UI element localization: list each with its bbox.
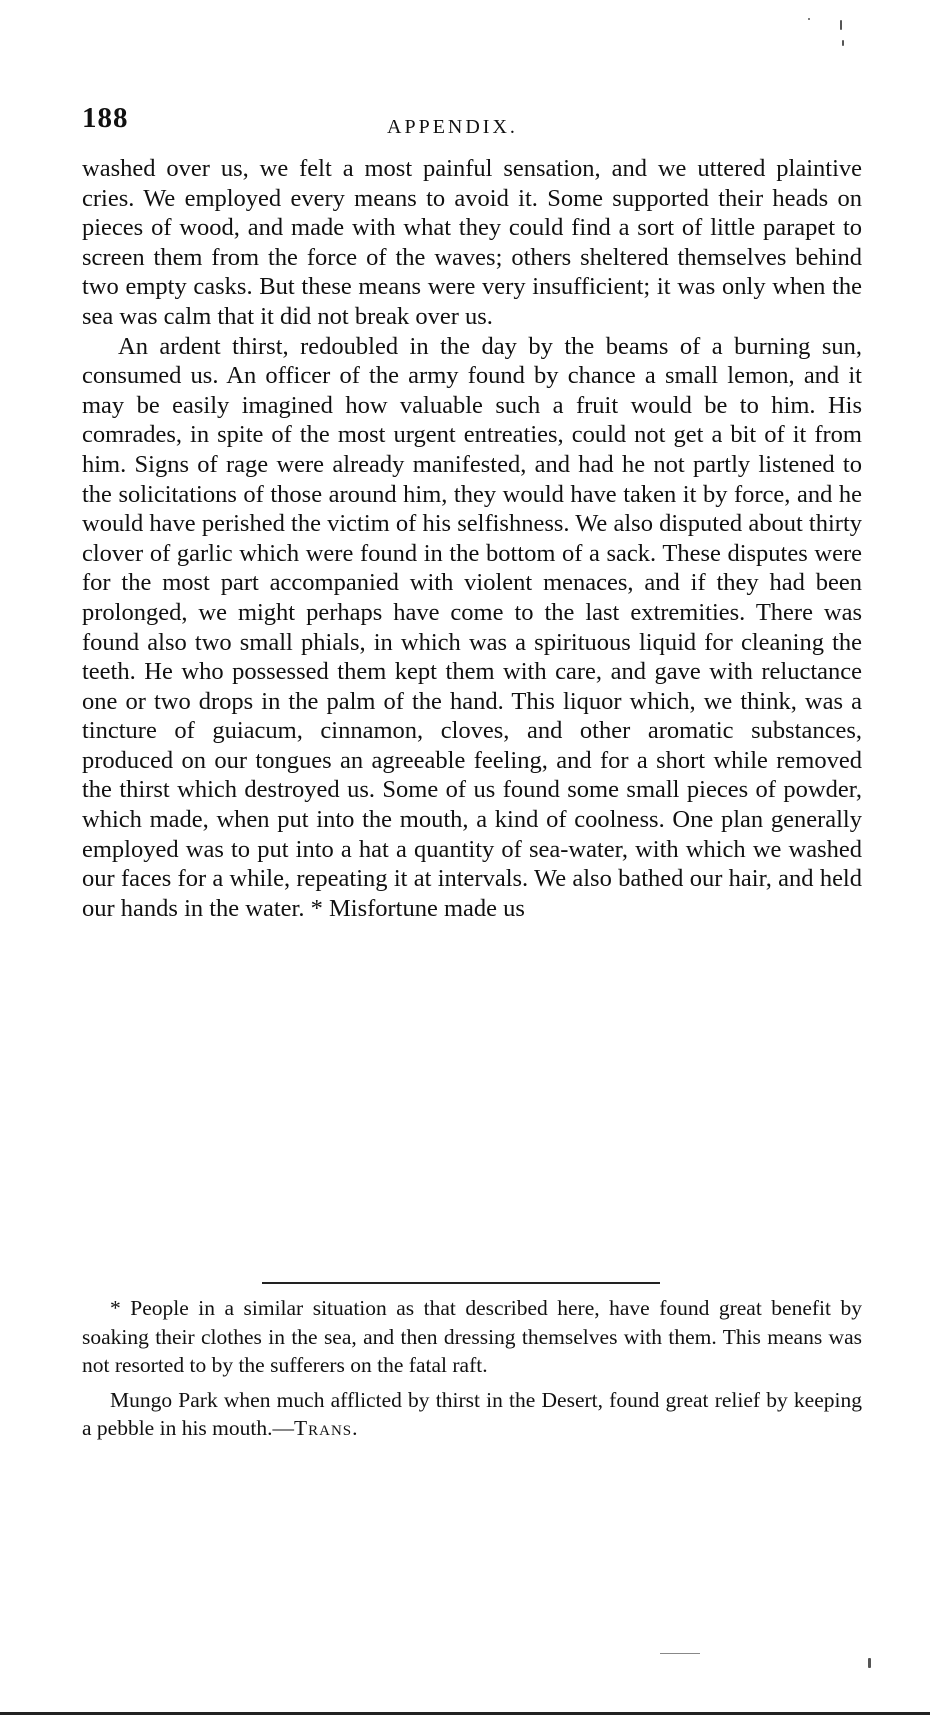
paragraph-thirst: An ardent thirst, redoubled in the day by the beams of a burning sun, consumed us. An officer of the army found by chance a small lemon, and it may be easily imagined how valuable such a fruit would be to him. His comrades, in spite of the most urgent entreaties, could not get a bit of it from him. Signs of rage were already manifested, and had he not partly listened to the solicitations of those around him, they would have taken it by force, and he would have perished the victim of his selfishness. We also disputed about thirty clover of garlic which were found in the bottom of a sack. These disputes were for the most part accompanied with violent menaces, and if they had been prolonged, we might perhaps have come to the last extremities. There was found also two small phials, in which was a spirituous liquid for cleaning the teeth. He who possessed them kept them with care, and gave with reluctance one or two drops in the palm of the hand. This liquor which, we think, was a tincture of guiacum, cinnamon, cloves, and other aromatic substances, produced on our tongues an agreeable feeling, and for a short while removed the thirst which destroyed us. Some of us found some small pieces of powder, which made, when put into the mouth, a kind of coolness. One plan generally employed was to put into a hat a quantity of sea-water, with which we washed our faces for a while, repeating it at intervals. We also bathed our hair, and held our hands in the water. * Misfortune made us xyxy=(82,332,862,922)
footnote-divider xyxy=(262,1282,660,1284)
page-blemish xyxy=(868,1658,871,1668)
page-bottom-edge xyxy=(0,1712,930,1715)
page-header xyxy=(82,102,862,142)
page-blemish xyxy=(808,18,810,20)
footnotes xyxy=(82,1294,862,1443)
page-blemish xyxy=(842,40,844,46)
footnote-clothes: * People in a similar situation as that described here, have found great benefit by soaking their clothes in the sea, and then dressing themselves with them. This means was not resorted to by the sufferers on the fatal raft. xyxy=(82,1296,862,1377)
footnote-mungo-park xyxy=(82,1386,862,1443)
page-blemish xyxy=(660,1653,700,1654)
paragraph-continued: washed over us, we felt a most painful sensation, and we uttered plaintive cries. We employed every means to avoid it. Some supported their heads on pieces of wood, and made with what they could find a sort of little parapet to screen them from the force of the waves; others sheltered themselves behind two empty casks. But these means were very insufficient; it was only when the sea was calm that it did not break over us. xyxy=(82,155,862,330)
translator-signature: Trans. xyxy=(294,1416,359,1440)
main-text xyxy=(82,154,862,923)
footnote-mungo-park-text: Mungo Park when much afflicted by thirst in the Desert, found great relief by keeping a pebble in his mouth.— xyxy=(82,1387,862,1440)
page-number: 188 xyxy=(82,102,129,134)
running-head: APPENDIX. xyxy=(387,116,518,138)
page-blemish xyxy=(840,20,842,30)
